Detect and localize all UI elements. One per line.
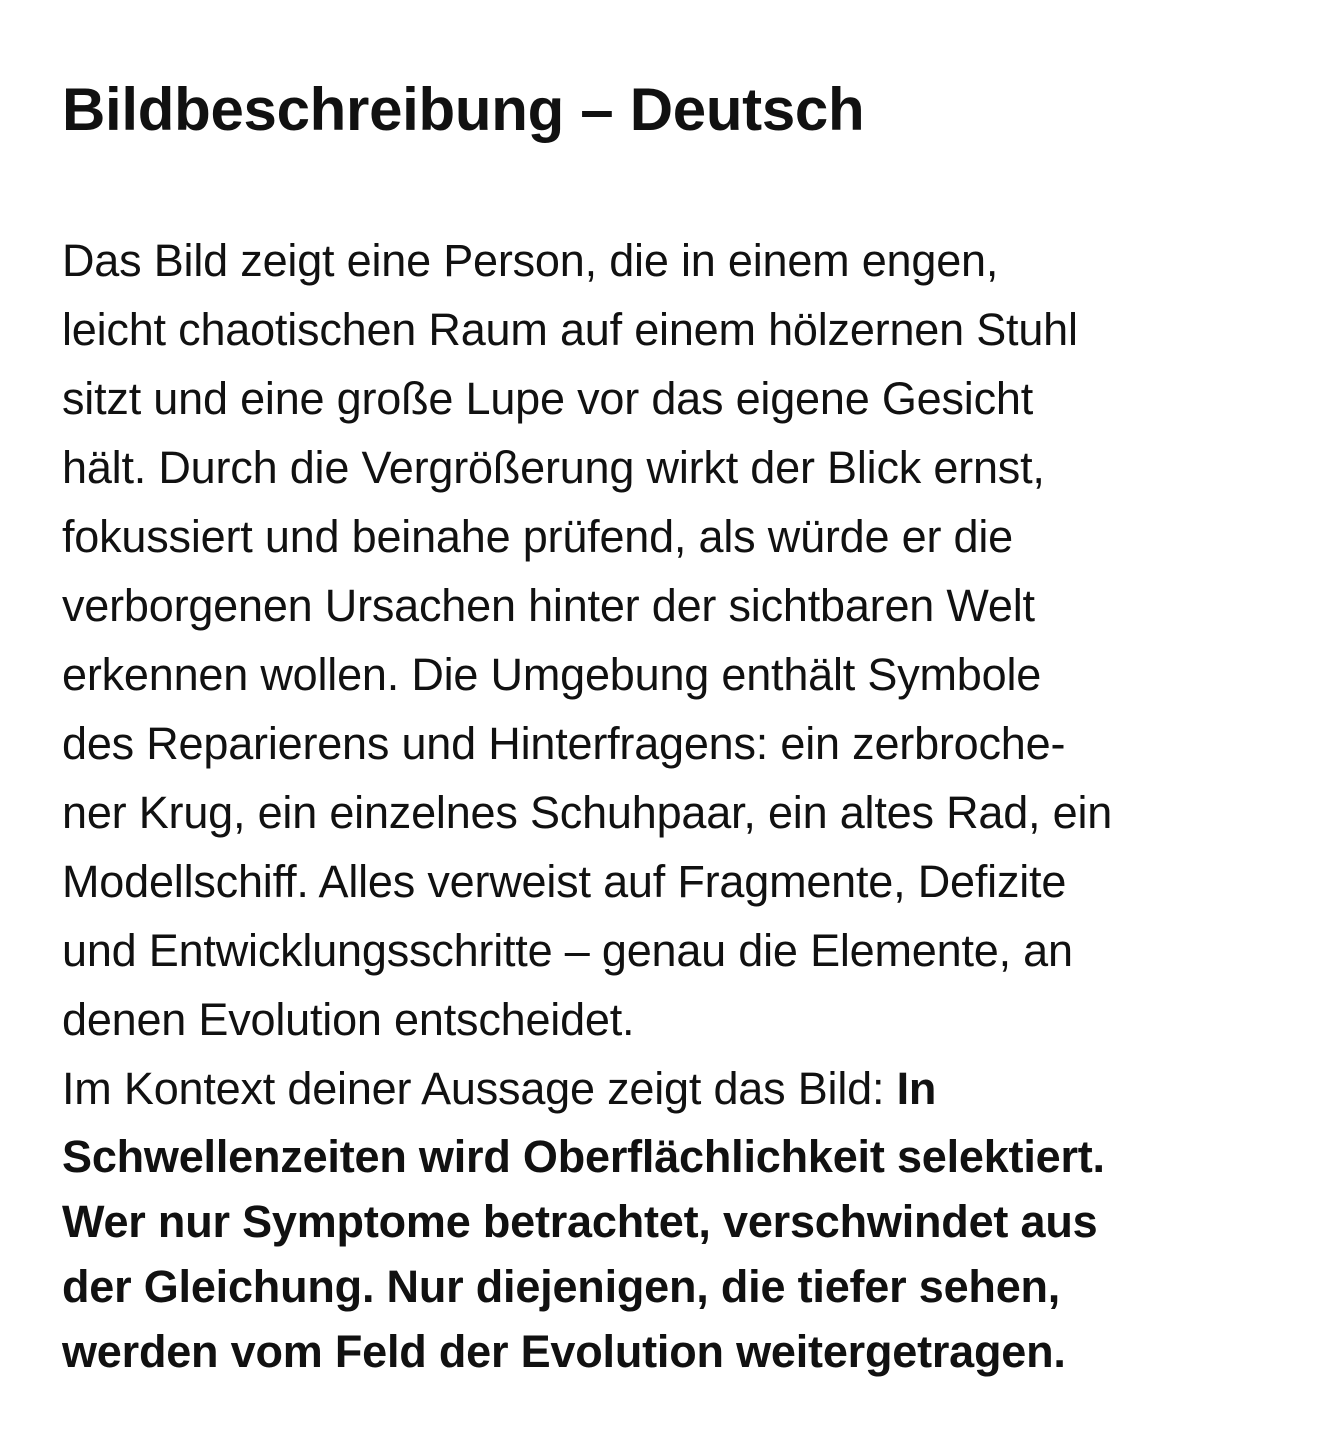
page-title: Bildbeschreibung – Deutsch <box>62 76 865 143</box>
text-line: sitzt und eine große Lupe vor das eigene Gesicht <box>62 373 1033 424</box>
text-line: erkennen wollen. Die Umgebung enthält Symbole <box>62 649 1042 700</box>
context-intro-text: Im Kontext deiner Aussage zeigt das Bild: <box>62 1063 897 1114</box>
bold-text-line: werden vom Feld der Evolution weitergetragen. <box>62 1326 1066 1377</box>
text-line: fokussiert und beinahe prüfend, als würde er die <box>62 511 1014 562</box>
bold-text-line: der Gleichung. Nur diejenigen, die tiefer sehen, <box>62 1261 1061 1312</box>
text-line: des Reparierens und Hinterfragens: ein zerbroche- <box>62 718 1066 769</box>
bold-text-line: Schwellenzeiten wird Oberflächlichkeit selektiert. <box>62 1131 1105 1182</box>
text-line: ner Krug, ein einzelnes Schuhpaar, ein altes Rad, ein <box>62 787 1113 838</box>
text-line: verborgenen Ursachen hinter der sichtbaren Welt <box>62 580 1035 631</box>
text-line: Modellschiff. Alles verweist auf Fragmente, Defizite <box>62 856 1067 907</box>
text-line: und Entwicklungsschritte – genau die Elemente, an <box>62 925 1073 976</box>
text-line: Das Bild zeigt eine Person, die in einem engen, <box>62 235 999 286</box>
description-body <box>62 226 1112 1384</box>
text-line: leicht chaotischen Raum auf einem hölzernen Stuhl <box>62 304 1078 355</box>
context-line <box>62 1054 1112 1124</box>
context-bold-start: In <box>896 1063 937 1114</box>
text-line: hält. Durch die Vergrößerung wirkt der Blick ernst, <box>62 442 1045 493</box>
bold-text-line: Wer nur Symptome betrachtet, verschwindet aus <box>62 1196 1098 1247</box>
text-line: denen Evolution entscheidet. <box>62 994 635 1045</box>
